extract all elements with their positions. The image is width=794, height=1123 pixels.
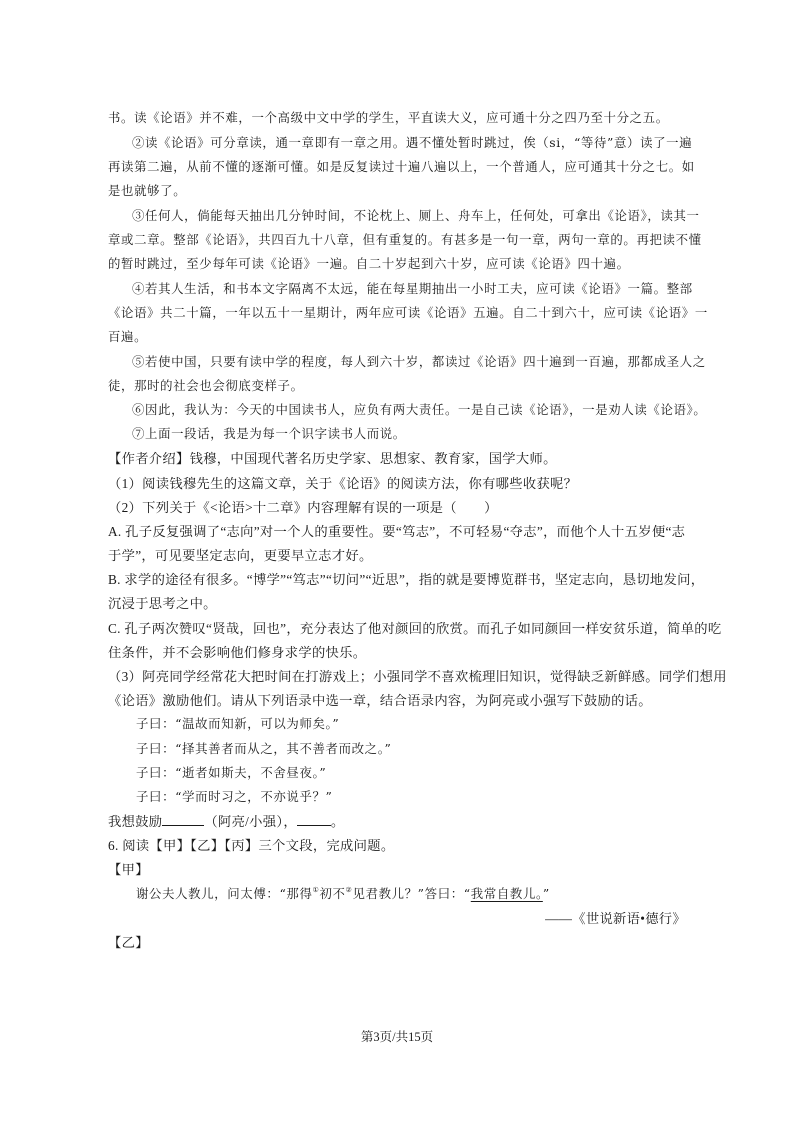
jia-text-2: 初不 xyxy=(319,886,346,901)
encourage-suffix: 。 xyxy=(330,814,345,829)
question-1: （1）阅读钱穆先生的这篇文章，关于《论语》的阅读方法，你有哪些收获呢？ xyxy=(108,476,578,491)
option-c-line-2: 住条件，并不会影响他们修身求学的快乐。 xyxy=(108,645,367,660)
quote-2: 子曰：“择其善者而从之，其不善者而改之。” xyxy=(136,741,392,756)
paragraph-2-line-1: ②读《论语》可分章读，通一章即有一章之用。遇不懂处暂时跳过，俟（si，“等待”意）读了一遍 xyxy=(132,135,693,150)
jia-underlined-text: 我常自教儿。 xyxy=(470,886,543,901)
question-6: 6. 阅读【甲】【乙】【丙】三个文段，完成问题。 xyxy=(108,838,395,853)
paragraph-2-line-3: 是也就够了。 xyxy=(108,183,187,198)
footnote-marker-2: ② xyxy=(345,886,353,894)
option-a-line-2: 于学”，可见要坚定志向，更要早立志才好。 xyxy=(108,548,373,563)
paragraph-4-line-2: 《论语》共二十篇，一年以五十一星期计，两年应可读《论语》五遍。自二十到六十，应可读《论语》一 xyxy=(108,305,708,320)
paragraph-3-line-3: 的暂时跳过，至少每年可读《论语》一遍。自二十岁起到六十岁，应可读《论语》四十遍。 xyxy=(108,256,630,271)
encourage-line xyxy=(108,811,345,830)
question-3-line-1: （3）阿亮同学经常花大把时间在打游戏上；小强同学不喜欢梳理旧知识，觉得缺乏新鲜感。同学们想用 xyxy=(108,669,727,684)
paragraph-6-line-1: ⑥因此，我认为：今天的中国读书人，应负有两大责任。一是自己读《论语》，一是劝人读《论语》。 xyxy=(132,402,707,417)
option-b-line-2: 沉浸于思考之中。 xyxy=(108,596,217,611)
paragraph-3-line-1: ③任何人，倘能每天抽出几分钟时间，不论枕上、厕上、舟车上，任何处，可拿出《论语》，读其一 xyxy=(132,208,700,223)
option-b-line-1: B. 求学的途径有很多。“博学”“笃志”“切问”“近思”，指的就是要博览群书，坚定志向，恳切地发问， xyxy=(108,572,705,587)
footnote-marker-1: ① xyxy=(312,886,320,894)
question-2: （2）下列关于《<论语>十二章》内容理解有误的一项是（ ） xyxy=(108,500,498,515)
answer-blank-words[interactable] xyxy=(297,812,331,826)
jia-text-4: ” xyxy=(542,886,550,901)
paragraph-4-line-1: ④若其人生活，和书本文字隔离不太远，能在每星期抽出一小时工夫，应可读《论语》一篇。整部 xyxy=(132,281,693,296)
section-yi-label: 【乙】 xyxy=(108,935,149,950)
page-number-footer: 第3页/共15页 xyxy=(360,1030,434,1044)
question-3-line-2: 《论语》激励他们。请从下列语录中选一章，结合语录内容，为阿亮或小强写下鼓励的话。 xyxy=(108,693,652,708)
encourage-prefix: 我想鼓励 xyxy=(108,814,163,829)
jia-text-3: 见君教儿？”答曰：“ xyxy=(352,886,471,901)
section-jia-label: 【甲】 xyxy=(108,862,149,877)
option-c-line-1: C. 孔子两次赞叹“贤哉，回也”，充分表达了他对颜回的欣赏。而孔子如同颜回一样安贫乐道，简单的吃 xyxy=(108,621,722,636)
option-a-line-1: A. 孔子反复强调了“志向”对一个人的重要性。要“笃志”，不可轻易“夺志”，而他个人十五岁便“志 xyxy=(108,524,686,539)
quote-3: 子曰：“逝者如斯夫，不舍昼夜。” xyxy=(136,765,327,780)
paragraph-7-line-1: ⑦上面一段话，我是为每一个识字读书人而说。 xyxy=(132,426,406,441)
paragraph-3-line-2: 章或二章。整部《论语》，共四百九十八章，但有重复的。有甚多是一句一章，两句一章的。再把读不懂 xyxy=(108,232,702,247)
answer-blank-name[interactable] xyxy=(162,812,204,826)
paragraph-5-line-2: 徒，那时的社会也会彻底变样子。 xyxy=(108,378,304,393)
paragraph-1-end: 书。读《论语》并不难，一个高级中文中学的学生，平直读大义，应可通十分之四乃至十分之五。 xyxy=(108,110,669,125)
paragraph-2-line-2: 再读第二遍，从前不懂的逐渐可懂。如是反复读过十遍八遍以上，一个普通人，应可通其十分之七。如 xyxy=(108,159,695,174)
paragraph-5-line-1: ⑤若使中国，只要有读中学的程度，每人到六十岁，都读过《论语》四十遍到一百遍，那都成圣人之 xyxy=(132,354,706,369)
quote-1: 子曰：“温故而知新，可以为师矣。” xyxy=(136,716,340,731)
section-jia-text xyxy=(136,884,550,902)
jia-text-1: 谢公夫人教儿，问太傅：“那得 xyxy=(136,886,313,901)
encourage-middle: （阿亮/小强）， xyxy=(204,814,297,829)
section-jia-source: ——《世说新语•德行》 xyxy=(545,911,686,926)
author-intro: 【作者介绍】钱穆，中国现代著名历史学家、思想家、教育家，国学大师。 xyxy=(108,451,557,466)
paragraph-4-line-3: 百遍。 xyxy=(108,329,148,344)
quote-4: 子曰：“学而时习之，不亦说乎？” xyxy=(136,789,333,804)
